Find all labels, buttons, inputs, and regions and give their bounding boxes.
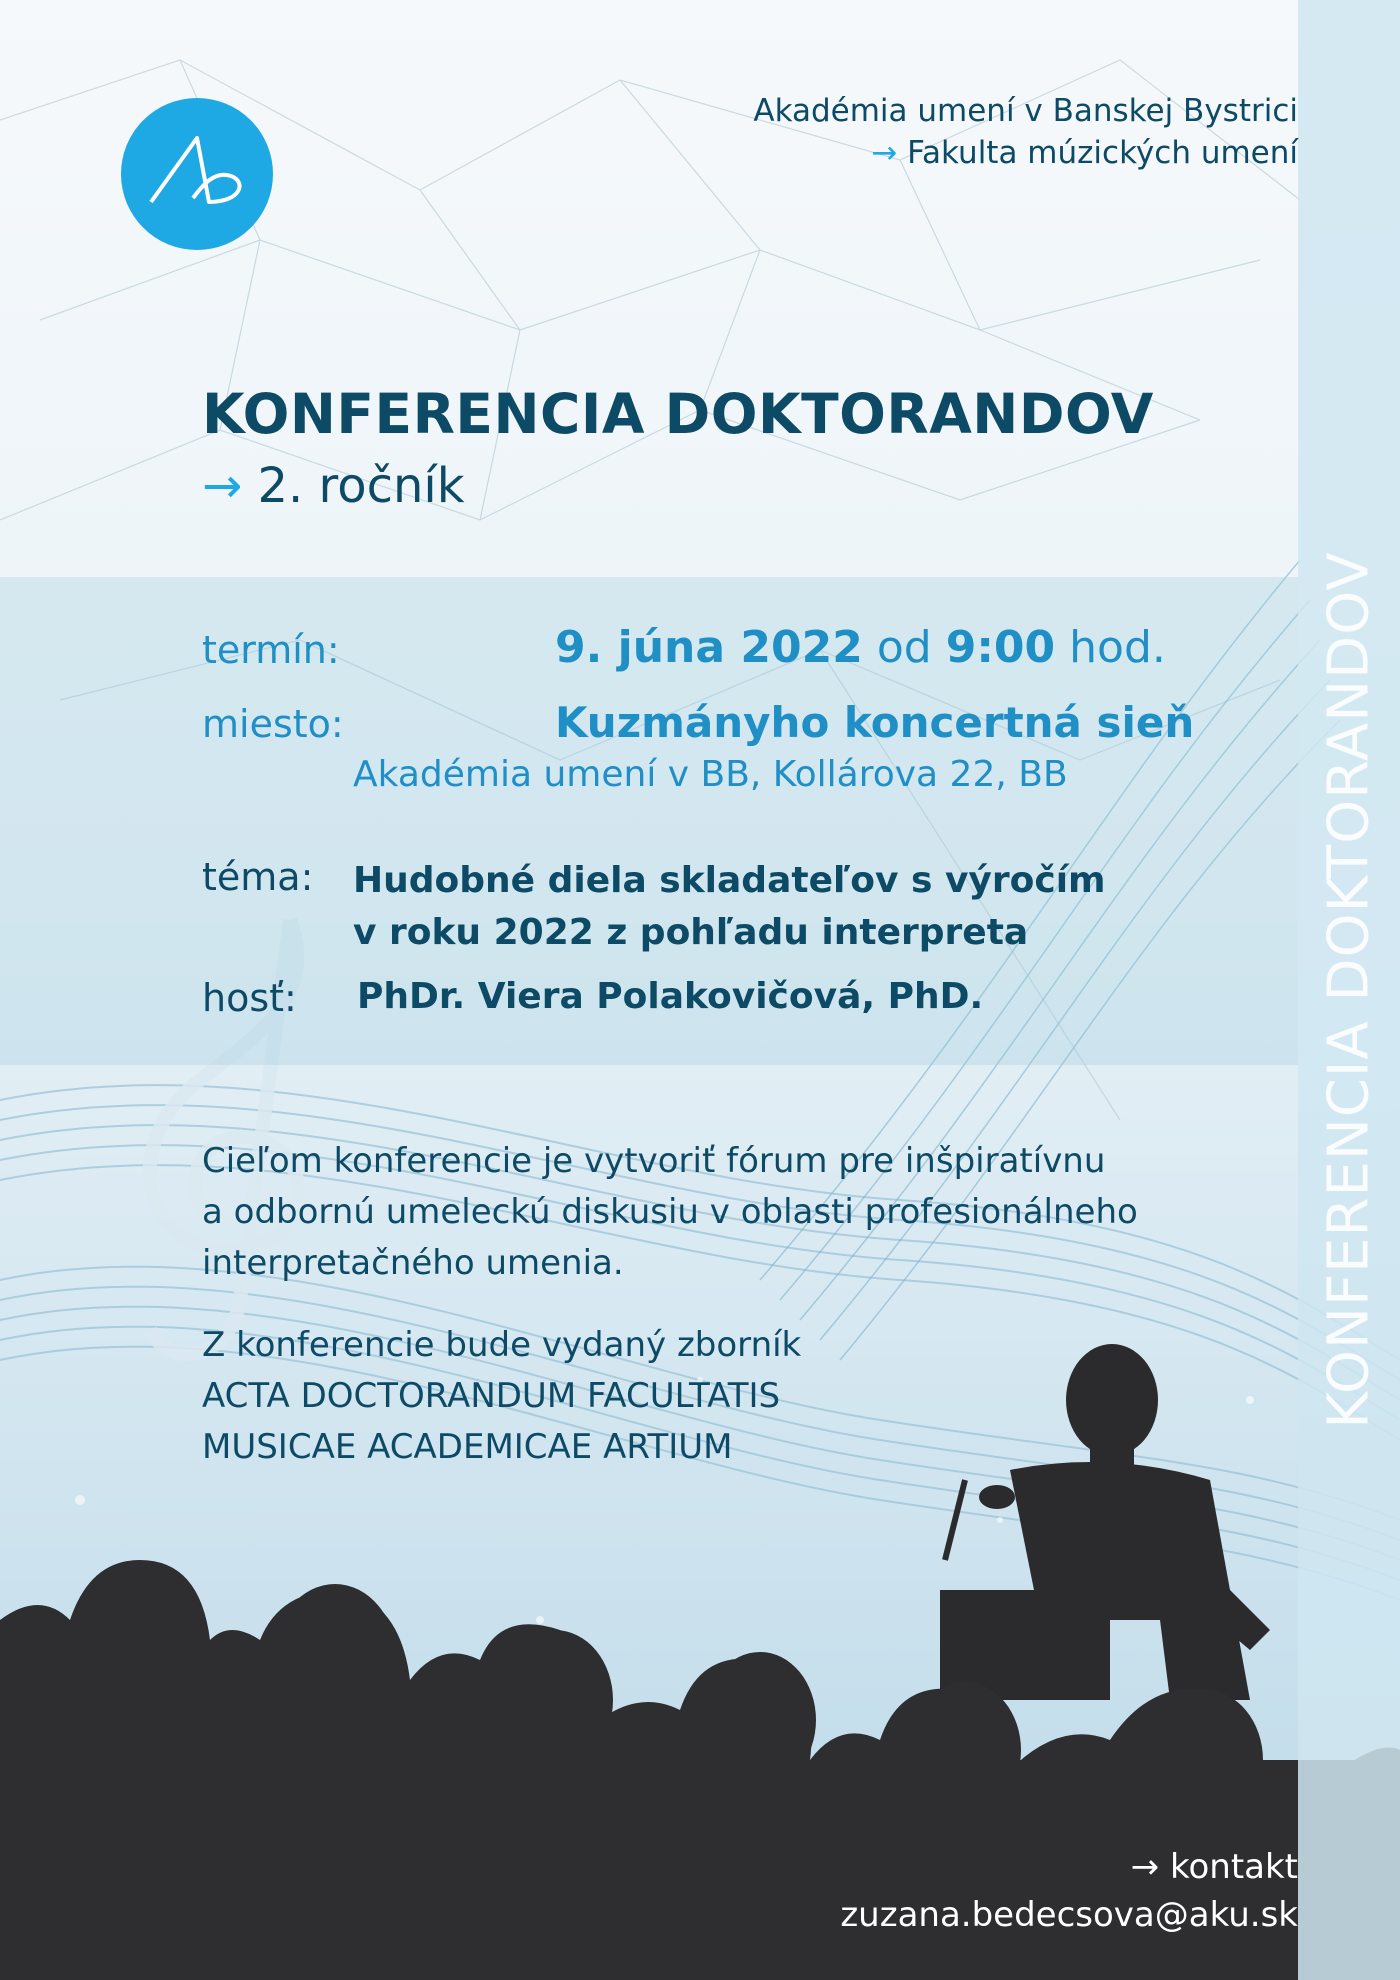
edition-text: 2. ročník [257, 458, 465, 514]
detail-tema [202, 855, 313, 899]
topic-text [353, 855, 1106, 959]
header [753, 90, 1298, 174]
proceedings-intro: Z konferencie bude vydaný zborník [202, 1325, 802, 1365]
topic-line-2: v roku 2022 z pohľadu interpreta [353, 912, 1029, 953]
venue-address: Akadémia umení v BB, Kollárova 22, BB [353, 754, 1068, 795]
description-line-2: a odbornú umeleckú diskusiu v oblasti profesionálneho [202, 1192, 1138, 1232]
tema-label: téma: [202, 855, 314, 899]
contact-label: kontakt [1169, 1847, 1298, 1887]
side-vertical-title: KONFERENCIA DOKTORANDOV [1316, 551, 1382, 1429]
page-title: KONFERENCIA DOKTORANDOV [202, 382, 1154, 446]
arrow-right-icon: → [871, 135, 898, 171]
event-time: 9:00 [945, 622, 1056, 673]
arrow-right-icon: → [1130, 1847, 1160, 1887]
faculty-name: Fakulta múzických umení [907, 135, 1298, 171]
proceedings-block [202, 1320, 1252, 1473]
description-line-3: interpretačného umenia. [202, 1243, 624, 1283]
topic-line-1: Hudobné diela skladateľov s výročím [353, 860, 1106, 901]
miesto-label: miesto: [202, 702, 344, 746]
edition-subtitle [202, 458, 465, 514]
event-date: 9. júna 2022 [555, 622, 863, 673]
institution-name: Akadémia umení v Banskej Bystrici [753, 93, 1298, 129]
faculty-line [753, 132, 1298, 174]
detail-miesto [202, 698, 1195, 747]
aku-logo-icon [121, 98, 273, 250]
description-line-1: Cieľom konferencie je vytvoriť fórum pre inšpiratívnu [202, 1141, 1106, 1181]
description-paragraph [202, 1136, 1252, 1289]
proceedings-title-2: MUSICAE ACADEMICAE ARTIUM [202, 1427, 733, 1467]
detail-termin [202, 622, 1166, 673]
hour-word: hod. [1069, 622, 1166, 673]
host-label: hosť: [202, 976, 297, 1020]
termin-label: termín: [202, 628, 340, 672]
contact-heading [840, 1843, 1298, 1891]
arrow-right-icon: → [202, 458, 243, 514]
detail-host [202, 976, 297, 1020]
venue-name: Kuzmányho koncertná sieň [555, 698, 1195, 747]
guest-name: PhDr. Viera Polakovičová, PhD. [357, 976, 984, 1017]
termin-value [555, 622, 1166, 673]
contact-block [840, 1843, 1298, 1939]
proceedings-title-1: ACTA DOCTORANDUM FACULTATIS [202, 1376, 781, 1416]
contact-email[interactable]: zuzana.bedecsova@aku.sk [840, 1895, 1298, 1935]
from-word: od [876, 622, 932, 673]
